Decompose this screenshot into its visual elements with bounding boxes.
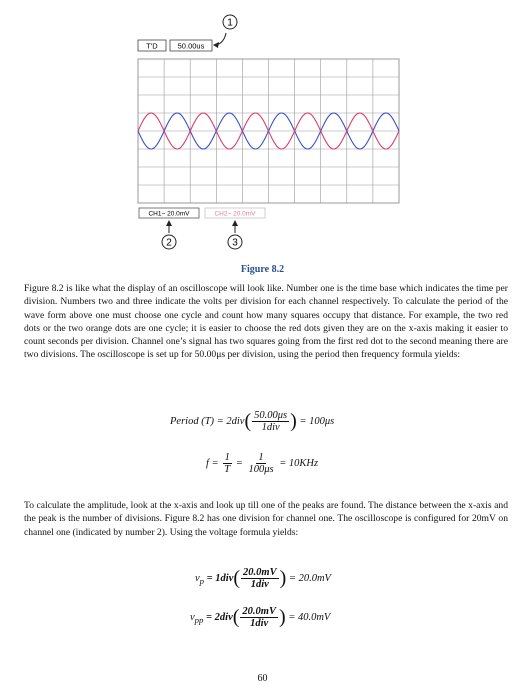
eq-freq-num2: 1 <box>258 452 264 463</box>
eq-period-lhs: Period (T) = 2div <box>170 415 245 427</box>
callout-3-arrowhead <box>232 220 238 226</box>
eq-vpp-num: 20.0mV <box>242 606 276 617</box>
oscilloscope-figure <box>0 0 525 260</box>
eq-freq-den1: T <box>224 464 231 476</box>
eq-vp-den: 1div <box>250 579 269 591</box>
eq-period-close-paren: ) <box>290 410 297 433</box>
eq-period-den: 1div <box>261 422 280 434</box>
eq-vp-close-paren: ) <box>279 567 287 590</box>
eq-freq-rhs: = 10KHz <box>279 457 319 469</box>
eq-period-open-paren: ( <box>244 410 252 433</box>
eq-freq-den2: 100μs <box>248 464 274 476</box>
equation-frequency <box>206 452 318 475</box>
equation-period <box>170 410 334 433</box>
eq-vpp-open-paren: ( <box>232 606 240 629</box>
eq-vpp-close-paren: ) <box>278 606 286 629</box>
timebase-label: T'D <box>146 41 158 51</box>
timebase-value: 50.00us <box>177 41 205 51</box>
eq-vpp-sub: pp <box>194 615 204 626</box>
eq-vp-num: 20.0mV <box>243 567 277 578</box>
channel1-label: CH1~ 20.0mV <box>148 210 190 218</box>
equation-vp <box>195 567 331 590</box>
eq-period-rhs: = 100μs <box>299 415 335 427</box>
callout-1: 1 <box>227 17 233 29</box>
eq-vp-open-paren: ( <box>233 567 241 590</box>
paragraph-amplitude: To calculate the amplitude, look at the x-axis and look up till one of the peaks are found. The distance between the x-axis and the peak is the number of divisions. Figure 8.2 has one division for channel one. The oscilloscope is configured for 20mV on channel one (indicated by number 2). Using the voltage formula yields: <box>24 500 508 538</box>
page-number: 60 <box>257 673 268 684</box>
paragraph-period: Figure 8.2 is like what the display of an oscilloscope will look like. Number one is the time base which indicates the time per division. Numbers two and three indicate the volts per division for each channel respectively. To calculate the period of the wave form above one must choose one cycle and count how many squares occupy that distance. For example, the two red dots or the two orange dots are one cycle; it is easier to choose the red dots given they are on the x-axis making it easier to count seconds per division. Channel one’s signal has two squares going from the first red dot to the second meaning there are two divisions. The oscilloscope is set up for 50.00μs per division, using the period then frequency formula yields: <box>24 283 508 361</box>
eq-vpp-rhs: = 40.0mV <box>288 611 331 623</box>
eq-freq-fraction-2 <box>246 452 275 475</box>
callout-2: 2 <box>166 237 172 249</box>
eq-vp-sub: p <box>199 576 205 587</box>
figure-caption: Figure 8.2 <box>240 264 285 275</box>
eq-freq-num1: 1 <box>224 452 230 463</box>
eq-freq-lhs: f = <box>206 457 219 469</box>
eq-freq-fraction-1 <box>222 452 232 475</box>
eq-vpp-fraction <box>240 606 278 629</box>
eq-vpp-mid: = 2div <box>203 611 233 623</box>
eq-vpp-den: 1div <box>250 618 269 630</box>
eq-vp-lhs: v <box>195 572 200 584</box>
eq-period-fraction <box>252 410 289 433</box>
eq-freq-eq: = <box>235 457 243 469</box>
eq-vp-rhs: = 20.0mV <box>288 572 331 584</box>
equation-vpp <box>190 606 330 629</box>
callout-3: 3 <box>232 237 238 249</box>
eq-vp-mid: = 1div <box>204 572 234 584</box>
eq-vpp-lhs: v <box>190 611 195 623</box>
callout-1-arrowhead <box>213 42 219 48</box>
eq-period-num: 50.00μs <box>254 410 288 421</box>
channel2-label: CH2~ 20.0mV <box>214 210 256 218</box>
eq-vp-fraction <box>241 567 279 590</box>
callout-2-arrowhead <box>166 220 172 226</box>
